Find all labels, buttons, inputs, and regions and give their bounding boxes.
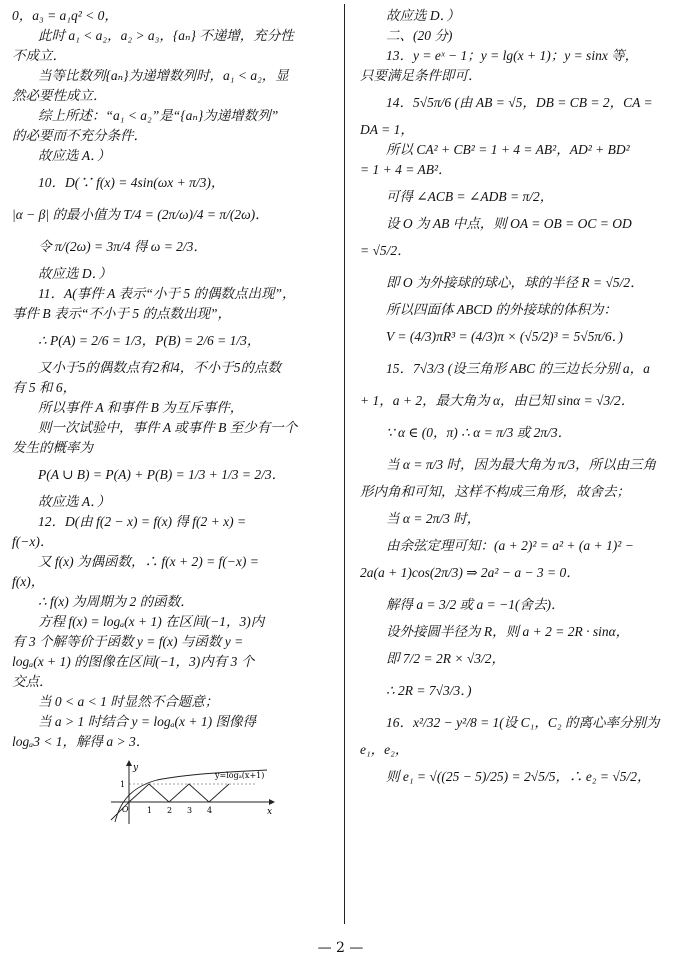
- text-line: DA = 1，: [360, 122, 414, 137]
- text-line: 所以 CA² + CB² = 1 + 4 = AB²，AD² + BD²: [386, 142, 630, 157]
- text-line: = √5/2．: [360, 243, 411, 258]
- x-tick-label: 2: [167, 806, 173, 815]
- x-tick-label: 3: [187, 806, 193, 815]
- right-column: [360, 6, 670, 794]
- text-line: 有 5 和 6，: [12, 380, 77, 395]
- text-line: 故应选 D．）: [386, 8, 460, 23]
- text-line: 当等比数列{aₙ}为递增数列时，a₁ < a₂，显: [38, 68, 289, 83]
- text-line: 然必要性成立．: [12, 88, 107, 103]
- text-line: ∴ P(A) = 2/6 = 1/3，P(B) = 2/6 = 1/3，: [38, 333, 261, 348]
- text-line: logₐ(x + 1) 的图像在区间(−1，3)内有 3 个: [12, 654, 255, 669]
- text-line: 故应选 A．）: [38, 494, 111, 509]
- text-line: 交点．: [12, 674, 53, 689]
- text-line: 综上所述：“a₁ < a₂”是“{aₙ}为递增数列”: [38, 108, 279, 123]
- text-line: 所以事件 A 和事件 B 为互斥事件，: [38, 400, 244, 415]
- y-tick-label: 1: [120, 780, 126, 789]
- text-line: 故应选 D．）: [38, 266, 112, 281]
- text-line: V = (4/3)πR³ = (4/3)π × (√5/2)³ = 5√5π/6．): [386, 329, 623, 344]
- text-line: 设 O 为 AB 中点，则 OA = OB = OC = OD: [386, 216, 632, 231]
- text-line: 只要满足条件即可．: [360, 68, 482, 83]
- text-line: = 1 + 4 = AB²．: [360, 162, 452, 177]
- text-line: 当 0 < a < 1 时显然不合题意；: [38, 694, 219, 709]
- text-line: 当 a > 1 时结合 y = logₐ(x + 1) 图像得: [38, 714, 257, 729]
- text-line: 0，a₃ = a₁q² < 0，: [12, 8, 118, 23]
- text-line: 此时 a₁ < a₂，a₂ > a₃，{aₙ} 不递增，充分性: [38, 28, 294, 43]
- text-line: 又小于5的偶数点有2和4，不小于5的点数: [38, 360, 281, 375]
- text-line: 设外接圆半径为 R，则 a + 2 = 2R · sinα，: [386, 624, 630, 639]
- text-line: ∴ 2R = 7√3/3．): [386, 683, 472, 698]
- y-axis-arrow: [126, 760, 132, 766]
- text-line: 由余弦定理可知：(a + 2)² = a² + (a + 1)² −: [386, 538, 634, 553]
- text-line: 所以四面体 ABCD 的外接球的体积为：: [386, 302, 617, 317]
- text-line: logₐ3 < 1，解得 a > 3．: [12, 734, 150, 749]
- x-tick-label: 4: [207, 806, 213, 815]
- text-line: e₁，e₂，: [360, 742, 409, 757]
- log-graph-figure: [107, 758, 277, 826]
- text-line: 13．y = eˣ − 1；y = lg(x + 1)；y = sinx 等，: [386, 48, 639, 63]
- text-line: 12．D(由 f(2 − x) = f(x) 得 f(2 + x) =: [38, 514, 247, 529]
- text-line: f(x)，: [12, 574, 45, 589]
- text-line: 10．D(∵ f(x) = 4sin(ωx + π/3)，: [38, 175, 225, 190]
- text-line: 发生的概率为: [12, 440, 93, 455]
- text-line: 即 O 为外接球的球心，球的半径 R = √5/2．: [386, 275, 644, 290]
- text-line: ∴ f(x) 为周期为 2 的函数．: [38, 594, 194, 609]
- text-line: 解得 a = 3/2 或 a = −1(舍去)．: [386, 597, 565, 612]
- text-line: 故应选 A．）: [38, 148, 111, 163]
- text-line: 当 α = 2π/3 时，: [386, 511, 481, 526]
- text-line: 令 π/(2ω) = 3π/4 得 ω = 2/3．: [38, 239, 207, 254]
- text-line: 15．7√3/3 (设三角形 ABC 的三边长分别 a，a: [386, 361, 650, 376]
- text-line: 方程 f(x) = logₐ(x + 1) 在区间(−1，3)内: [38, 614, 265, 629]
- text-line: 则 e₁ = √((25 − 5)/25) = 2√5/5，∴ e₂ = √5/2，: [386, 769, 651, 784]
- x-axis-arrow: [269, 799, 275, 805]
- x-axis-label: x: [267, 807, 273, 817]
- text-line: 二、(20 分): [386, 28, 453, 43]
- text-line: 16．x²/32 − y²/8 = 1(设 C₁，C₂ 的离心率分别为: [386, 715, 660, 730]
- text-line: 不成立．: [12, 48, 66, 63]
- text-line: 又 f(x) 为偶函数，∴ f(x + 2) = f(−x) =: [38, 554, 259, 569]
- text-line: 即 7/2 = 2R × √3/2，: [386, 651, 506, 666]
- text-line: f(−x)．: [12, 534, 54, 549]
- text-line: 2a(a + 1)cos(2π/3) ⇒ 2a² − a − 3 = 0．: [360, 565, 580, 580]
- page-number: — 2 —: [317, 940, 364, 956]
- text-line: 14．5√5π/6 (由 AB = √5，DB = CB = 2，CA =: [386, 95, 653, 110]
- text-line: 形内角和可知，这样不构成三角形，故舍去；: [360, 484, 630, 499]
- left-column: [12, 6, 334, 832]
- text-line: P(A ∪ B) = P(A) + P(B) = 1/3 + 1/3 = 2/3．: [38, 467, 286, 482]
- column-divider: [344, 4, 345, 924]
- text-line: 的必要而不充分条件．: [12, 128, 147, 143]
- text-line: 事件 B 表示“不小于 5 的点数出现”，: [12, 306, 232, 321]
- text-line: 当 α = π/3 时，因为最大角为 π/3，所以由三角: [386, 457, 657, 472]
- curve-label: y=logₐ(x+1): [215, 771, 265, 780]
- text-line: 11．A(事件 A 表示“小于 5 的偶数点出现”，: [38, 286, 296, 301]
- text-line: 可得 ∠ACB = ∠ADB = π/2，: [386, 189, 554, 204]
- text-line: + 1，a + 2，最大角为 α，由已知 sinα = √3/2．: [360, 393, 635, 408]
- text-line: |α − β| 的最小值为 T/4 = (2π/ω)/4 = π/(2ω)．: [12, 207, 269, 222]
- y-axis-label: y: [133, 763, 139, 773]
- text-line: 有 3 个解等价于函数 y = f(x) 与函数 y =: [12, 634, 244, 649]
- text-line: ∵ α ∈ (0，π) ∴ α = π/3 或 2π/3．: [386, 425, 572, 440]
- origin-label: O: [122, 805, 129, 814]
- text-line: 则一次试验中，事件 A 或事件 B 至少有一个: [38, 420, 298, 435]
- x-tick-label: 1: [147, 806, 153, 815]
